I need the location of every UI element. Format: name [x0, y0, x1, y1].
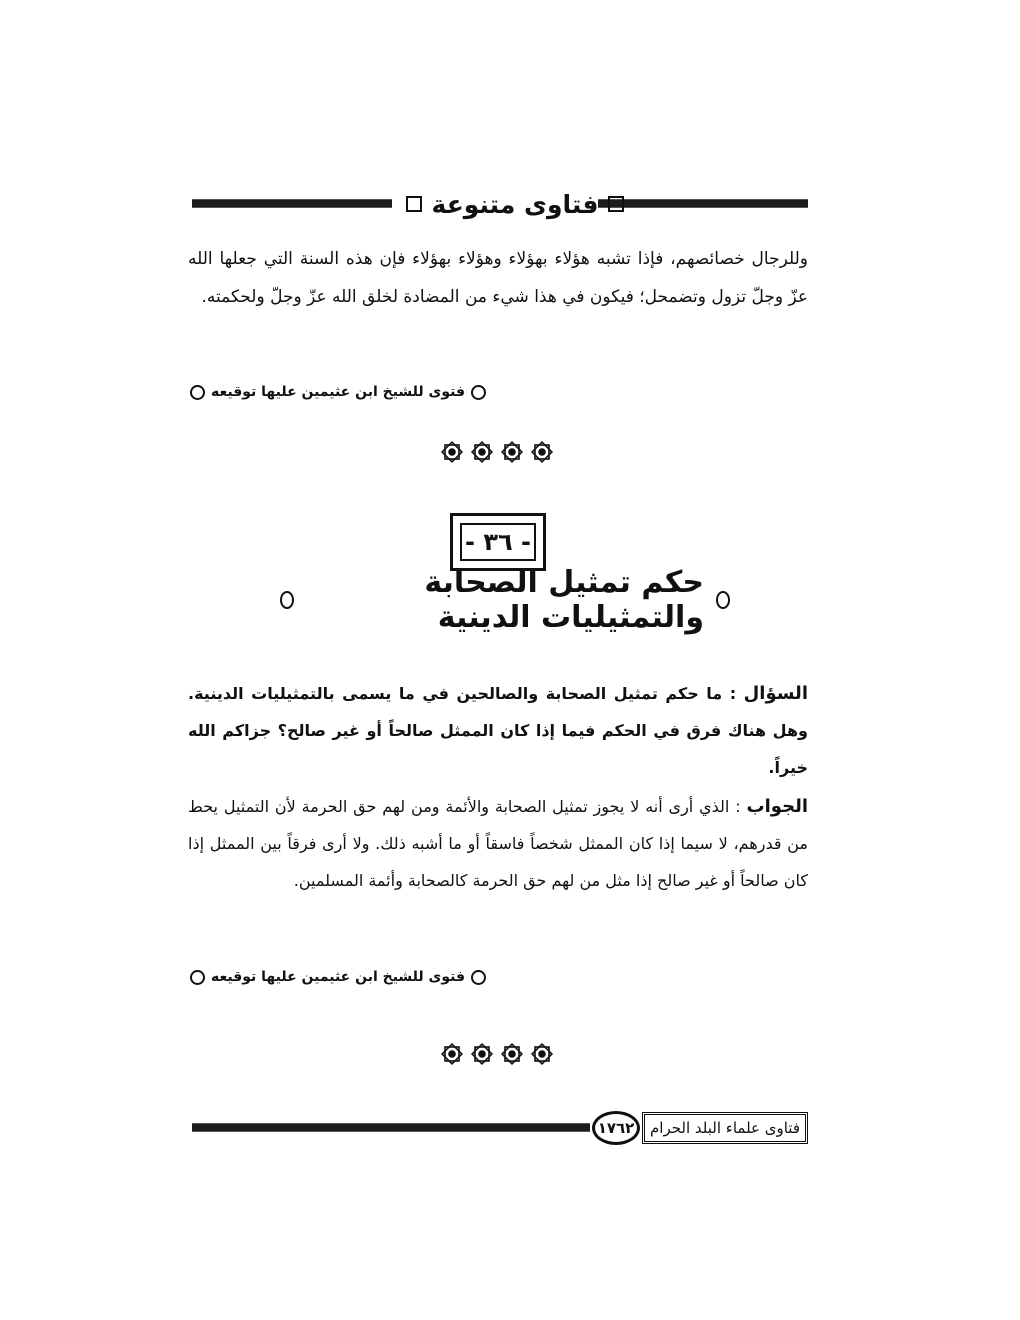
page-number: ١٧٦٢	[592, 1111, 640, 1145]
answer-label: الجواب	[746, 796, 808, 817]
header-rule-left	[192, 199, 392, 208]
star-ornament-icon	[440, 1042, 464, 1066]
answer-text: : الذي أرى أنه لا يجوز تمثيل الصحابة والأئمة ومن لهم حق الحرمة لأن التمثيل يحط من قدرهم، لا سيما إذا كان الممثل شخصاً فاسقاً أو ما أشبه ذلك. ولا أرى فرقاً بين الممثل إذا كان صالحاً أو غير صالح إذا مثل من لهم حق الحرمة كالصحابة وأئمة المسلمين.	[188, 797, 808, 890]
continued-paragraph: وللرجال خصائصهم، فإذا تشبه هؤلاء بهؤلاء وهؤلاء بهؤلاء فإن هذه السنة التي جعلها الله عزّ وجلّ تزول وتضمحل؛ فيكون في هذا شيء من المضادة لخلق الله عزّ وجلّ ولحكمته.	[188, 249, 808, 307]
star-ornament-icon	[470, 440, 494, 464]
question-label: السؤال	[743, 683, 808, 704]
question-paragraph	[188, 675, 808, 786]
star-ornament-icon	[440, 440, 464, 464]
circle-icon	[280, 591, 294, 609]
question-text: : ما حكم تمثيل الصحابة والصالحين في ما يسمى بالتمثيليات الدينية. وهل هناك فرق في الحكم فيما إذا كان الممثل صالحاً أو غير صالح؟ جزاكم الله خيراً.	[188, 684, 808, 777]
footer-rule	[192, 1123, 590, 1132]
answer-paragraph	[188, 788, 808, 899]
circle-icon	[716, 591, 730, 609]
star-ornament-icon	[500, 440, 524, 464]
square-icon	[608, 196, 624, 212]
star-ornament-icon	[530, 1042, 554, 1066]
star-ornament-icon	[470, 1042, 494, 1066]
ornament-row-1	[440, 440, 554, 464]
circle-icon	[471, 385, 486, 400]
attribution-2-text: فتوى للشيخ ابن عثيمين عليها توقيعه	[210, 969, 466, 985]
circle-icon	[471, 970, 486, 985]
star-ornament-icon	[530, 440, 554, 464]
circle-icon	[190, 385, 205, 400]
circle-icon	[190, 970, 205, 985]
attribution-2	[190, 969, 486, 985]
star-ornament-icon	[500, 1042, 524, 1066]
ornament-row-2	[440, 1042, 554, 1066]
running-title	[395, 186, 635, 222]
running-title-text: فتاوى متنوعة	[431, 189, 599, 219]
section-title	[280, 565, 730, 635]
footer-book-title: فتاوى علماء البلد الحرام	[642, 1112, 808, 1144]
section-title-text: حكم تمثيل الصحابة والتمثيليات الدينية	[424, 565, 704, 635]
section-number-box	[450, 513, 546, 571]
attribution-1-text: فتوى للشيخ ابن عثيمين عليها توقيعه	[210, 384, 466, 400]
section-number: - ٣٦ -	[460, 523, 536, 561]
attribution-1	[190, 384, 486, 400]
square-icon	[406, 196, 422, 212]
